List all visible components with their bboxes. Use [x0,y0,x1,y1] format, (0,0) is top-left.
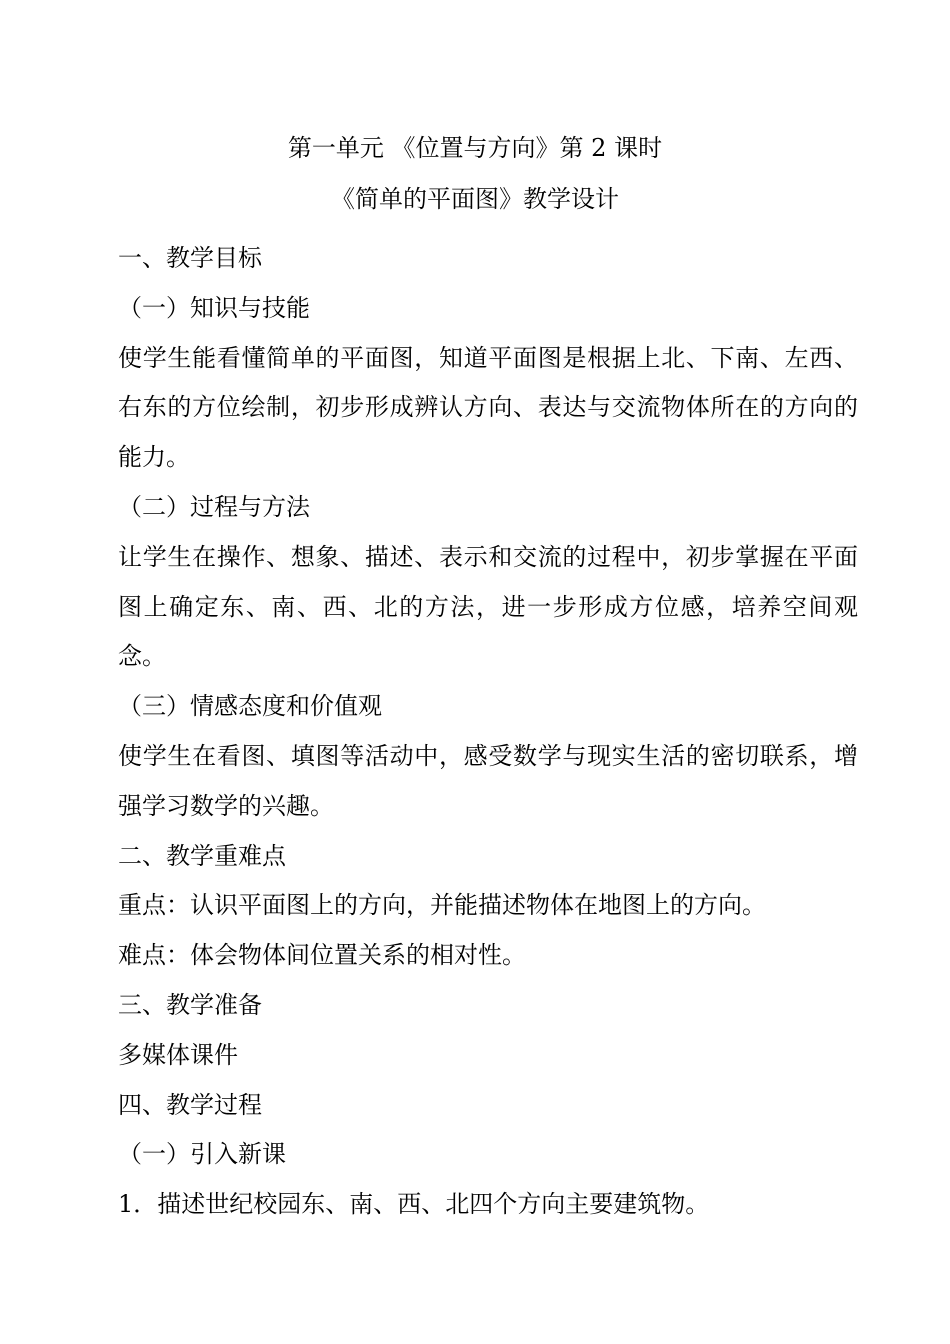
paragraph-process: 让学生在操作、想象、描述、表示和交流的过程中，初步掌握在平面图上确定东、南、西、北的方法，进一步形成方位感，培养空间观念。 [118,542,858,671]
key-point-text: 重点：认识平面图上的方向，并能描述物体在地图上的方向。 [118,891,766,920]
subsection-heading-attitude: （三）情感态度和价值观 [118,692,382,721]
paragraph-attitude: 使学生在看图、填图等活动中，感受数学与现实生活的密切联系，增强学习数学的兴趣。 [118,741,858,820]
paragraph-knowledge: 使学生能看懂简单的平面图，知道平面图是根据上北、下南、左西、右东的方位绘制，初步形成辨认方向、表达与交流物体所在的方向的能力。 [118,343,858,472]
difficult-point-text: 难点：体会物体间位置关系的相对性。 [118,941,526,970]
section-heading-objectives: 一、教学目标 [118,244,262,272]
document-body [118,234,858,1230]
section-heading-preparation: 三、教学准备 [118,990,262,1019]
section-heading-process: 四、教学过程 [118,1090,262,1119]
section-heading-key-difficult: 二、教学重难点 [118,841,286,870]
document-title-line1: 第一单元 《位置与方向》第 2 课时 [287,134,663,162]
document-title-line2: 《简单的平面图》教学设计 [331,185,619,213]
subsection-heading-knowledge: （一）知识与技能 [118,293,310,322]
preparation-text: 多媒体课件 [118,1040,238,1069]
subsection-heading-intro: （一）引入新课 [118,1140,286,1169]
subsection-heading-process: （二）过程与方法 [118,492,310,521]
list-item: 1．描述世纪校园东、南、西、北四个方向主要建筑物。 [118,1190,710,1219]
